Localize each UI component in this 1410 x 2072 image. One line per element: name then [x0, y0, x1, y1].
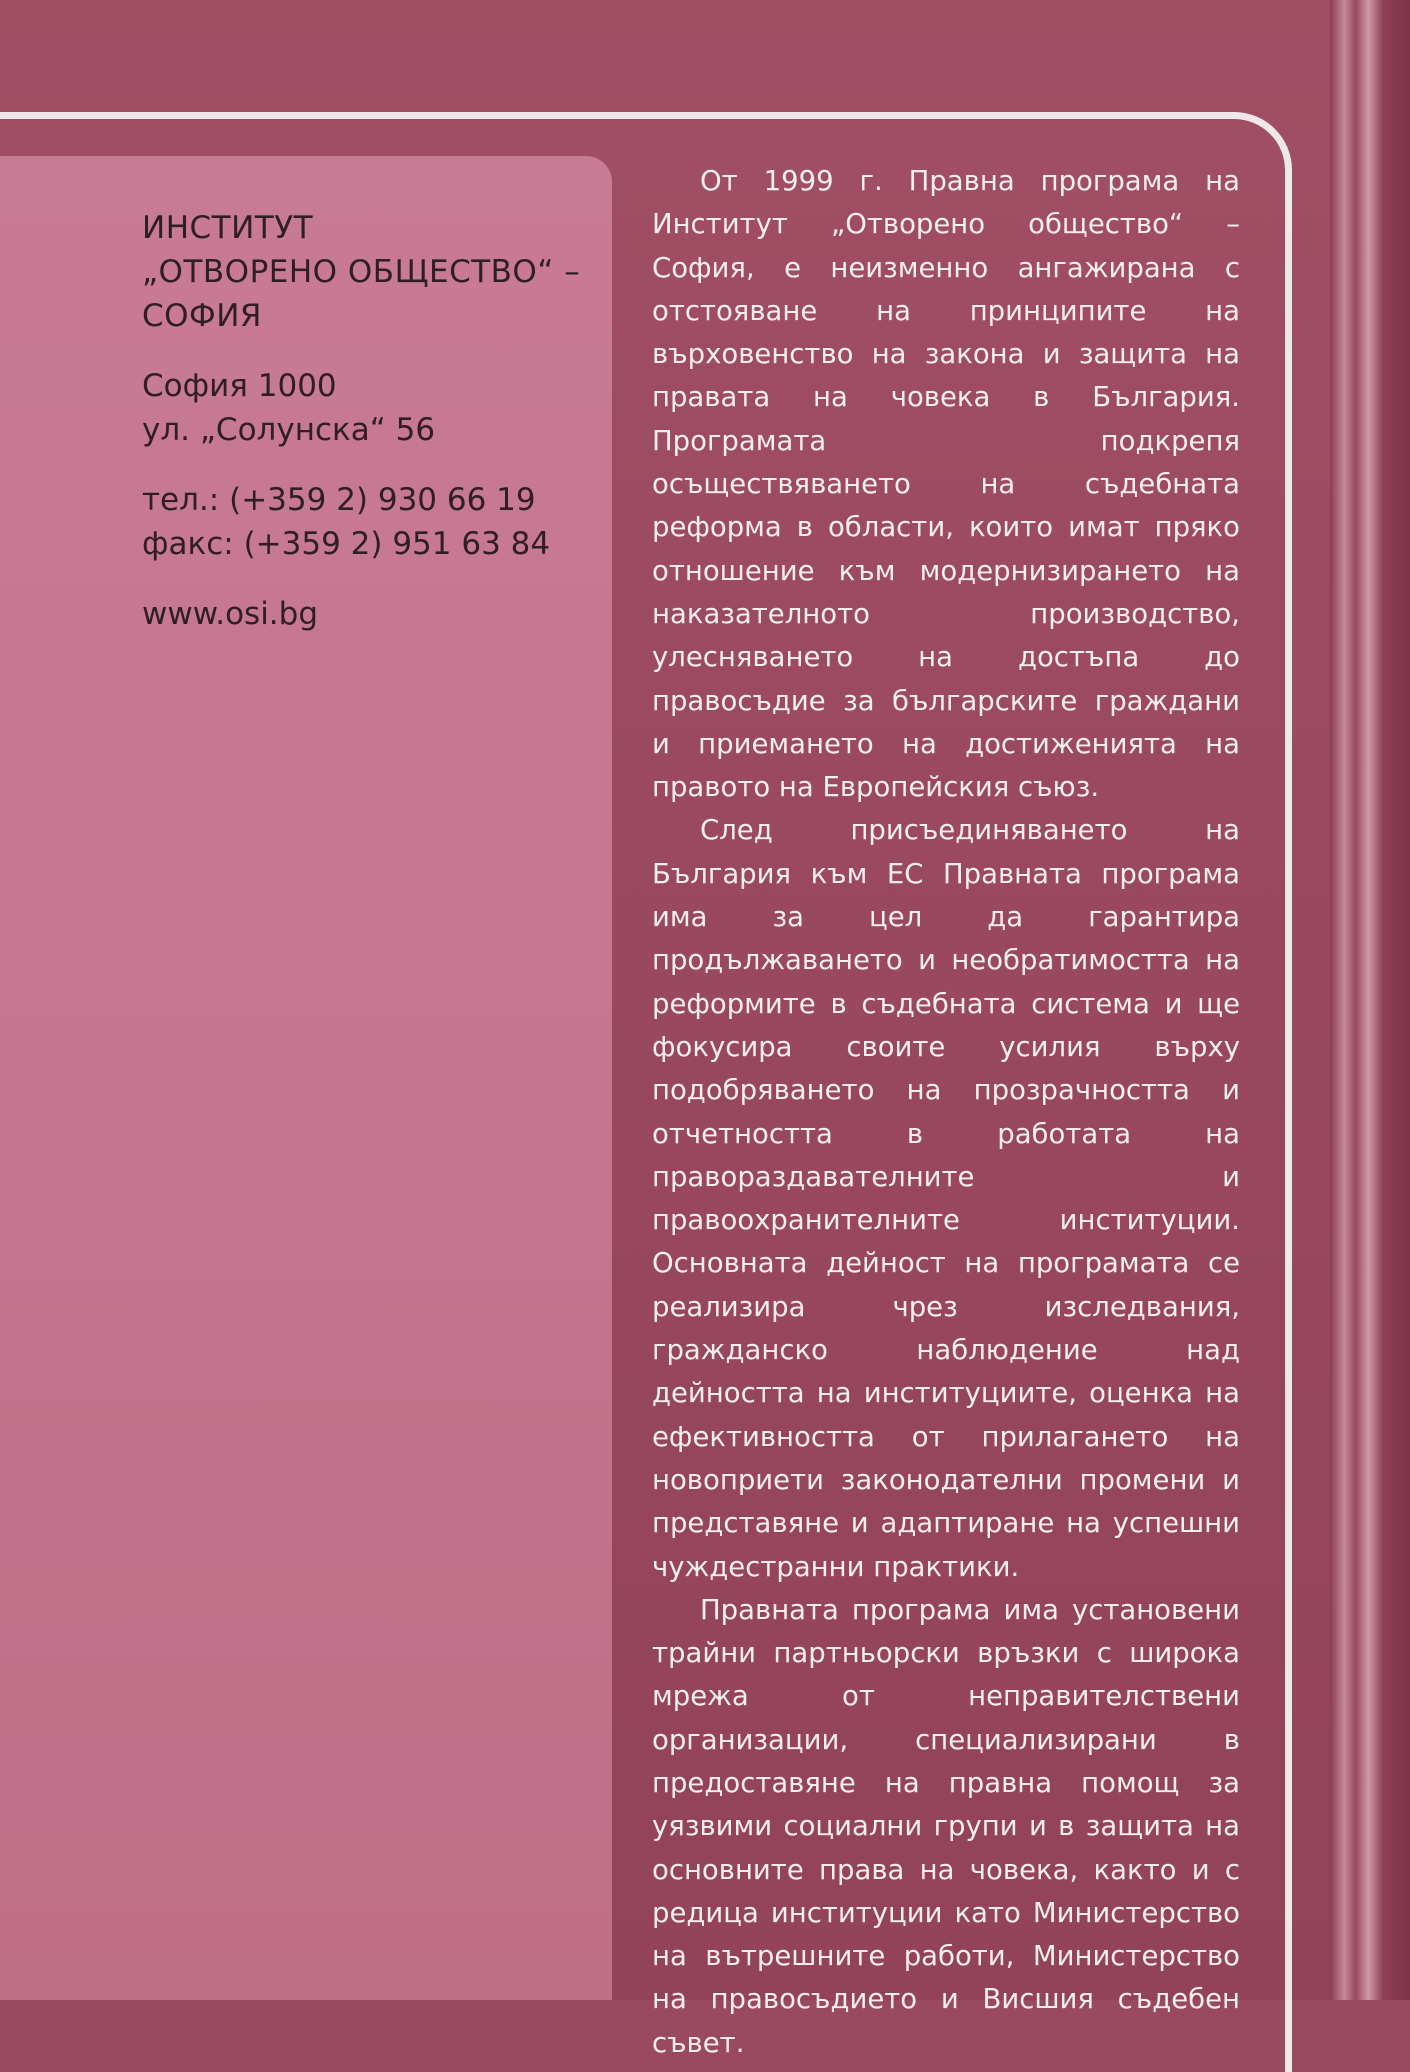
paragraph: Правната програма има установени трайни партньорски връзки с широка мрежа от неправителствени организации, специализирани в предоставяне на правна помощ за уязвими социални групи и в защита на основните права на човека, както и с редица институции като Министерство на вътрешните работи, Министерство на правосъдието и Висшия съдебен съвет.: [652, 1593, 1240, 2059]
address: [142, 364, 602, 452]
fax-number: факс: (+359 2) 951 63 84: [142, 526, 551, 562]
org-line: ИНСТИТУТ: [142, 210, 314, 246]
description-text: [652, 160, 1240, 2065]
contact-info: [142, 206, 602, 662]
paragraph: След присъединяването на България към ЕС Правната програма има за цел да гарантира продължаването и необратимостта на реформите в съдебната система и ще фокусира своите усилия върху подобряването на прозрачността и отчетността в работата на правораздавателните и правоохранителните институции. Основната дейност на програмата се реализира чрез изследвания, гражданско наблюдение над дейността на институциите, оценка на ефективността от прилагането на новоприети законодателни промени и представяне и адаптиране на успешни чуждестранни практики.: [652, 814, 1240, 1583]
paragraph: От 1999 г. Правна програма на Институт „Отворено общество“ – София, е неизменно ангажирана с отстояване на принципите на върховенство на закона и защита на правата на човека в България. Програмата подкрепя осъществяването на съдебната реформа в области, които имат пряко отношение към модернизирането на наказателното производство, улесняването на достъпа до правосъдие за българските граждани и приемането на достиженията на правото на Европейския съюз.: [652, 165, 1240, 804]
organization-name: [142, 206, 602, 338]
website-link[interactable]: www.osi.bg: [142, 596, 319, 632]
phone-fax: [142, 478, 602, 566]
phone-number: тел.: (+359 2) 930 66 19: [142, 482, 536, 518]
address-line: ул. „Солунска“ 56: [142, 412, 436, 448]
org-line: „ОТВОРЕНО ОБЩЕСТВО“ –: [142, 254, 581, 290]
book-spine: [1330, 0, 1410, 2000]
website-block: [142, 592, 602, 636]
org-line: СОФИЯ: [142, 298, 262, 334]
address-line: София 1000: [142, 368, 337, 404]
